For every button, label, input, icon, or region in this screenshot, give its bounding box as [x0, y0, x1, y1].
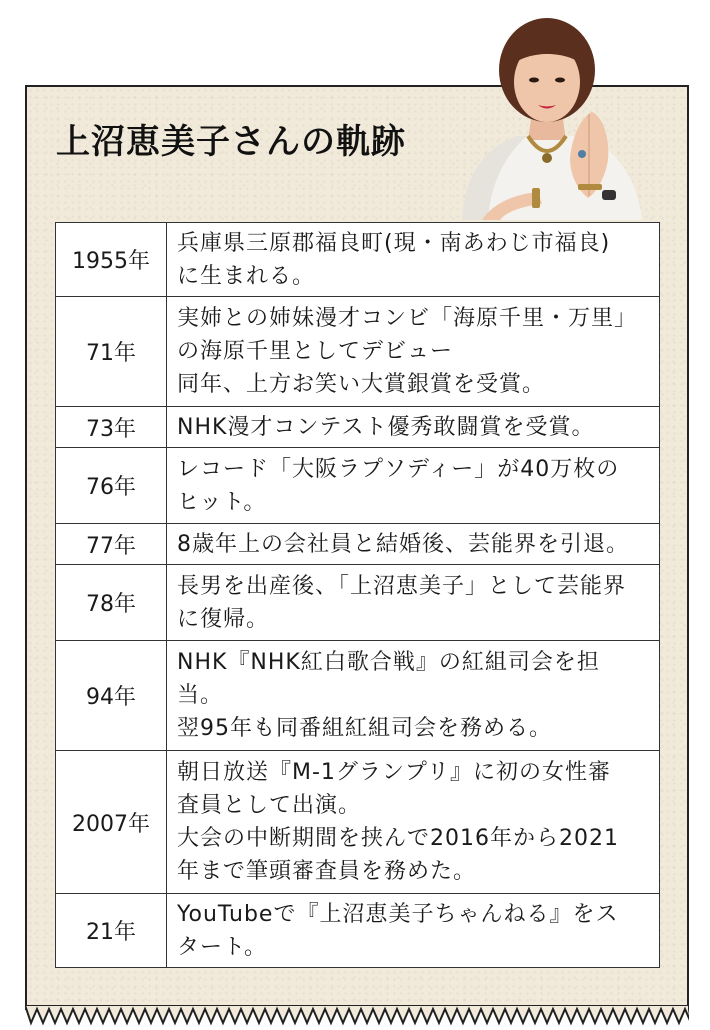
- torn-edge: [25, 1005, 689, 1027]
- timeline-row: [56, 223, 660, 297]
- timeline-description: [167, 223, 660, 297]
- timeline-row: [56, 407, 660, 448]
- timeline-description-line: NHK『NHK紅白歌合戦』の紅組司会を担: [177, 650, 600, 675]
- portrait-photo: [442, 8, 652, 220]
- timeline-description: [167, 407, 660, 448]
- page-title: 上沼恵美子さんの軌跡: [56, 122, 406, 162]
- timeline-description: [167, 641, 660, 751]
- timeline-description: [167, 524, 660, 565]
- timeline-description-line: に生まれる。: [177, 263, 316, 289]
- timeline-description-line: 同年、上方お笑い大賞銀賞を受賞。: [177, 372, 546, 397]
- timeline-row: [56, 565, 660, 641]
- timeline-description-line: レコード「大阪ラプソディー」が40万枚の: [177, 456, 620, 482]
- timeline-row: [56, 297, 660, 407]
- timeline-description-line: の海原千里としてデビュー: [177, 339, 454, 364]
- timeline-description-line: 翌95年も同番組紅組司会を務める。: [177, 716, 552, 741]
- timeline-description: [167, 894, 660, 968]
- timeline-description-line: NHK漫才コンテスト優秀敢闘賞を受賞。: [177, 414, 595, 440]
- timeline-year: 2007年: [56, 751, 167, 894]
- timeline-year: 73年: [56, 407, 167, 448]
- timeline-year: 77年: [56, 524, 167, 565]
- timeline-description: [167, 565, 660, 641]
- timeline-table: [55, 222, 660, 968]
- timeline-description-line: 大会の中断期間を挟んで2016年から2021: [177, 826, 619, 851]
- timeline-description-line: 年まで筆頭審査員を務めた。: [177, 859, 477, 884]
- timeline-year: 76年: [56, 448, 167, 524]
- timeline-description-line: に復帰。: [177, 606, 270, 632]
- timeline-description-line: 8歳年上の会社員と結婚後、芸能界を引退。: [177, 531, 629, 557]
- timeline-row: [56, 641, 660, 751]
- timeline-year: 78年: [56, 565, 167, 641]
- timeline-year: 1955年: [56, 223, 167, 297]
- timeline-year: 21年: [56, 894, 167, 968]
- timeline-description-line: 長男を出産後、「上沼恵美子」として芸能界: [177, 573, 627, 599]
- timeline-year: 94年: [56, 641, 167, 751]
- timeline-row: [56, 894, 660, 968]
- timeline-description-line: 兵庫県三原郡福良町(現・南あわじ市福良): [177, 230, 611, 256]
- timeline-description-line: 当。: [177, 683, 224, 708]
- timeline-description-line: 実姉との姉妹漫才コンビ「海原千里・万里」: [177, 306, 638, 331]
- timeline-description: [167, 751, 660, 894]
- timeline-description-line: YouTubeで『上沼恵美子ちゃんねる』をス: [177, 901, 619, 927]
- timeline-year: 71年: [56, 297, 167, 407]
- timeline-row: [56, 448, 660, 524]
- timeline-description-line: ヒット。: [177, 489, 267, 515]
- timeline-row: [56, 524, 660, 565]
- timeline-description-line: 査員として出演。: [177, 793, 362, 818]
- timeline-row: [56, 751, 660, 894]
- timeline-description: [167, 448, 660, 524]
- timeline-description-line: 朝日放送『M-1グランプリ』に初の女性審: [177, 760, 612, 785]
- timeline-description-line: タート。: [177, 934, 268, 960]
- timeline-description: [167, 297, 660, 407]
